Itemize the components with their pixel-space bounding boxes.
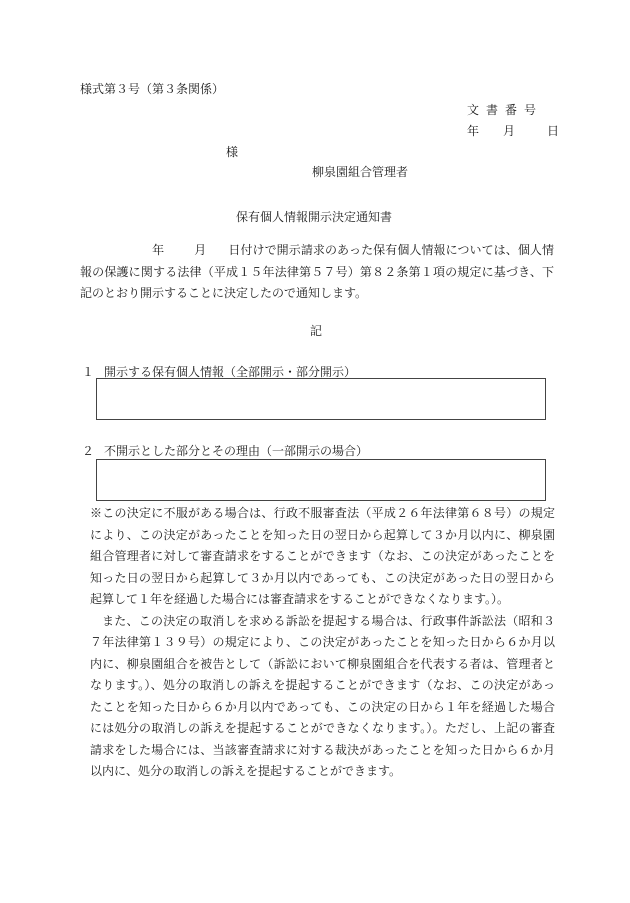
date-month: 月 xyxy=(503,124,516,138)
sender-name: 柳泉園組合管理者 xyxy=(312,165,409,179)
document-title: 保有個人情報開示決定通知書 xyxy=(236,210,393,224)
date-line xyxy=(467,122,559,139)
date-year: 年 xyxy=(467,124,480,138)
section-1-number: １ xyxy=(82,365,95,379)
document-number-label: 文書番号 xyxy=(467,103,544,117)
section-2-label: 不開示とした部分とその理由（一部開示の場合） xyxy=(104,444,369,458)
date-day: 日 xyxy=(547,124,560,138)
intro-year: 年 xyxy=(152,243,165,257)
intro-month: 月 xyxy=(194,243,207,257)
section-2-heading xyxy=(82,442,368,459)
intro-paragraph xyxy=(80,240,554,305)
form-number: 様式第３号（第３条関係） xyxy=(80,82,225,96)
section-2-field[interactable] xyxy=(96,459,546,501)
section-1-field[interactable] xyxy=(96,378,546,420)
intro-text: 日付けで開示請求のあった保有個人情報については、個人情報の保護に関する法律（平成１５年法律第５７号）第８２条第１項の規定に基づき、下記のとおり開示することに決定したので通知します。 xyxy=(80,243,554,300)
section-1-label: 開示する保有個人情報（全部開示・部分開示） xyxy=(104,365,357,379)
addressee-suffix: 様 xyxy=(226,145,239,159)
appeal-notice-paragraph-2: また、この決定の取消しを求める訴訟を提起する場合は、行政事件訴訟法（昭和３７年法律第１３９号）の規定により、この決定があったことを知った日から６か月以内に、柳泉園組合を被告として（訴訟において柳泉園組合を代表する者は、管理者となります。）、処分の取消しの訴えを提起することができます（なお、この決定があったことを知った日から６か月以内であっても、この決定の日から１年を経過した場合には処分の取消しの訴えを提起することができなくなります。）。ただし、上記の審査請求をした場合には、当該審査請求に対する裁決があったことを知った日から６か月以内に、処分の取消しの訴えを提起することができます。 xyxy=(90,613,555,778)
section-2-number: ２ xyxy=(82,444,95,458)
ki-heading: 記 xyxy=(310,324,323,338)
appeal-notice-paragraph-1: ※この決定に不服がある場合は、行政不服審査法（平成２６年法律第６８号）の規定により、この決定があったことを知った日の翌日から起算して３か月以内に、柳泉園組合管理者に対して審査請求をすることができます（なお、この決定があったことを知った日の翌日から起算して３か月以内であっても、この決定があった日の翌日から起算して１年を経過した場合には審査請求をすることができなくなります。）。 xyxy=(90,506,555,606)
appeal-notice xyxy=(90,503,555,783)
